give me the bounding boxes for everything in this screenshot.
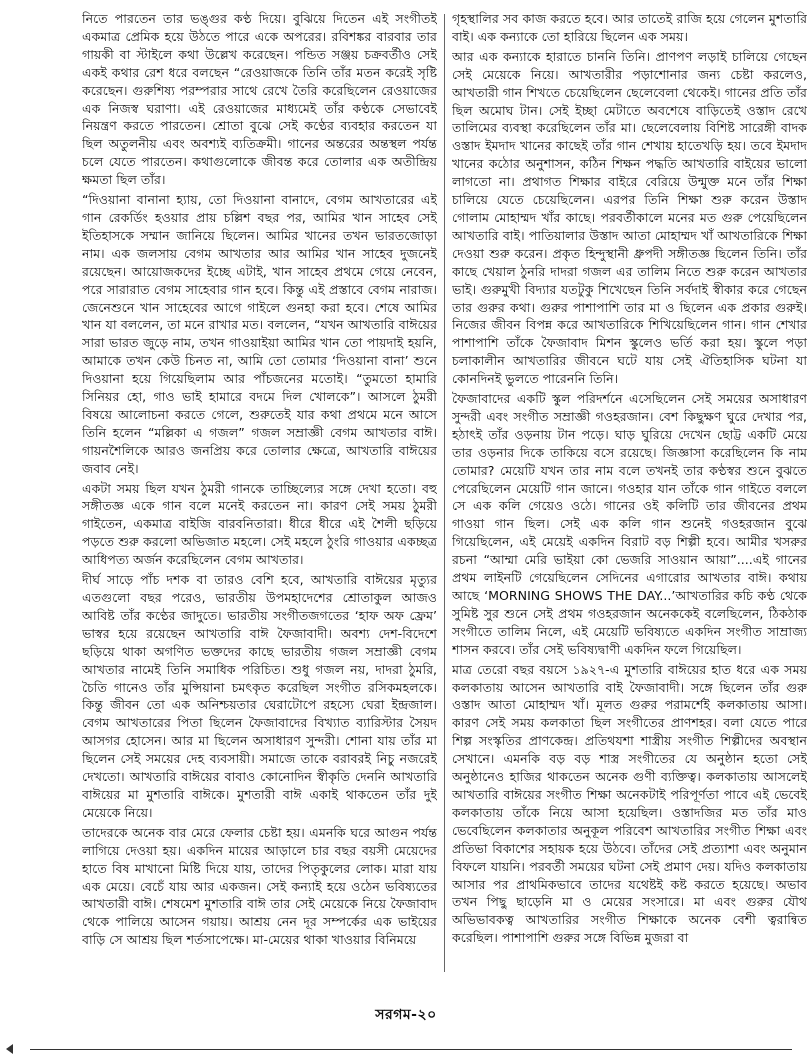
paragraph: মাত্র তেরো বছর বয়সে ১৯২৭-এ মুশতারি বাঈয়ের হাত ধরে এক সময় কলকাতায় আসেন আখতারি বাই ফৈজাবাদী। সঙ্গে ছিলেন তাঁর গুরু ওস্তাদ আতা মোহাম্মদ খাঁ। মূলত গুরুর পরামর্শেই কলকাতায় আসা। কারণ সেই সময় কলকাতা ছিল সংগীতের প্রাণশহর। বলা যেতে পারে শিল্প সংস্কৃতির প্রাণকেন্দ্র। প্রতিথযশা শাস্ত্রীয় সংগীত শিল্পীদের অবস্থান সেখানে। এমনকি বড় বড় শাস্ত্র সংগীতের যে অনুষ্ঠান হতো সেই অনুষ্ঠানেও হাজির থাকতেন অনেক গুণী ব্যক্তিত্ব। কলকাতায় আসলেই আখতারি বাঈয়ের সংগীত শিক্ষা অনেকটাই পরিপূর্ণতা পাবে এই ভেবেই কলকাতায় তাঁকে নিয়ে আসা হয়েছিল। ওস্তাদজির মত তাঁর মাও ভেবেছিলেন কলকাতার অনুকূল পরিবেশ আখতারির সংগীত শিক্ষা এবং প্রতিভা বিকাশের সহায়ক হয়ে উঠবে। তাঁদের সেই প্রত্যাশা এবং অনুমান বিফলে যায়নি। পরবর্তী সময়ের ঘটনা সেই প্রমাণ দেয়। যদিও কলকাতায় আসার পর প্রাথমিকভাবে তাদের যথেষ্টই কষ্ট করতে হয়েছে। অভাব তখন পিছু ছাড়েনি মা ও মেয়ের সংসারে। মা এবং গুরুর যৌথ অভিভাবকত্ব আখতারির সংগীত শিক্ষাকে অনেক বেশী ত্বরান্বিত করেছিল। পাশাপাশি গুরুর সঙ্গে বিভিন্ন মুজরা বা [452, 661, 807, 946]
crop-mark-icon [6, 1044, 13, 1054]
paragraph: ফৈজাবাদের একটি স্কুল পরিদর্শনে এসেছিলেন সেই সময়ের অসাধারণ সুন্দরী এবং সংগীত সম্রাজ্ঞী গওহরজান। বেশ কিছুক্ষণ ঘুরে দেখার পর, হঠাৎই তাঁর ওড়নায় টান পড়ে। ঘাড় ঘুরিয়ে দেখেন ছোট্ট একটি মেয়ে তার ওড়নার দিকে তাকিয়ে বসে রয়েছে। জিজ্ঞাসা করেছিলেন কি নাম তোমার? মেয়েটি যখন তার নাম বলে তখনই তার কণ্ঠস্বর শুনে বুঝতে পেরেছিলেন মেয়েটি গান জানে। গওহার যান তাঁকে গান গাইতে বললে সে এক কলি গেয়েও ওঠে। গানের ওই কলিটি তার জীবনের প্রথম গাওয়া গান ছিল। সেই এক কলি গান শুনেই গওহরজান বুঝে গিয়েছিলেন, এই মেয়েই একদিন বিরাট বড় শিল্পী হবে। আমীর খসরুর রচনা “আম্মা মেরি ভাইয়া কো ভেজরি সাওয়ান আয়া”....এই গানের প্রথম লাইনটি গেয়েছিলেন সেদিনের এগারোর আখতার বাঈ। কথায় আছে ‘MORNING SHOWS THE DAY...’আখতারির কচি কণ্ঠ থেকে সুমিষ্ট সুর শুনে সেই প্রথম গওহরজান অনেককেই বলেছিলেন, ঠিকঠাক সংগীতে তালিম নিলে, এই মেয়েটি ভবিষ্যতে একদিন সংগীত সাম্রাজ্য শাসন করবে। তাঁর সেই ভবিষ্যদ্বাণী একদিন ফলে গিয়েছিল। [452, 391, 807, 657]
right-text-column [452, 10, 807, 970]
paragraph: দীর্ঘ সাড়ে পাঁচ দশক বা তারও বেশি হবে, আখতারি বাঈয়ের মৃত্যুর এতগুলো বছর পরেও, ভারতীয় উপমহাদেশের শ্রোতাকুল আজও আবিষ্ট তাঁর কণ্ঠের জাদুতে। ভারতীয় সংগীতজগতের ‘হাফ অফ ফ্রেম’ ভাস্বর হয়ে রয়েছেন আখতারি বাঈ ফৈজাবাদী। অবশ্য দেশ-বিদেশে ছড়িয়ে থাকা অগণিত ভক্তদের কাছে ভারতীয় গজল সম্রাজ্ঞী বেগম আখতার নামেই তিনি সমাধিক পরিচিত। শুধু গজল নয়, দাদরা ঠুমরি, চৈতি গানেও তাঁর মুন্সিয়ানা চমৎকৃত করেছিল সংগীত রসিকমহলকে। কিন্তু জীবন তো এক অনিশ্চয়তার ঘেরাটোপে রহস্যে ঘেরা ইন্দ্রজাল। বেগম আখতারের পিতা ছিলেন ফৈজাবাদের বিখ্যাত ব্যারিস্টার সৈয়দ আসগর হোসেন। আর মা ছিলেন অসাধারণ সুন্দরী। শোনা যায় তাঁর মা ছিলেন সেই সময়ের দেহ ব্যবসায়ী। সমাজে তাকে বরাবরই নিচু নজরেই দেখতো। আখতারি বাঈয়ের বাবাও কোনোদিন স্বীকৃতি দেননি আখতারি বাঈয়ের মা মুশতারি বাঈকে। মুশতারী বাঈ একাই থাকতেন তাঁর দুই মেয়েকে নিয়ে। [82, 572, 437, 820]
page-footer-number: সরগম-২০ [375, 1007, 437, 1023]
paragraph: গৃহস্থালির সব কাজ করতে হবে। আর তাতেই রাজি হয়ে গেলেন মুশতারি বাই। এক কন্যাকে তো হারিয়ে ছিলেন এক সময়। [452, 11, 807, 44]
column-divider [444, 14, 445, 972]
bottom-rule [30, 1049, 792, 1050]
left-text-column [82, 10, 437, 970]
paragraph: আর এক কন্যাকে হারাতে চাননি তিনি। প্রাণপণ লড়াই চালিয়ে গেছেন সেই মেয়েকে নিয়ে। আখতারীর পড়াশোনার জন্য চেষ্টা করলেও, আখতারী গান শিখতে চেয়েছিলেন ছেলেবেলা থেকেই। গানের প্রতি তাঁর ছিল অমোঘ টান। সেই ইচ্ছা মেটাতে অবশেষে বাড়িতেই ওস্তাদ রেখে তালিমের ব্যবস্থা করেছিলেন তাঁর মা। ছেলেবেলায় বিশিষ্ট সারেঙ্গী বাদক ওস্তাদ ইমদাদ খানের কাছেই তাঁর গান শেখায় হাতেখড়ি হয়। তবে ইমদাদ খানের কঠোর অনুশাসন, কঠিন শিক্ষন পদ্ধতি আখতারি বাইয়ের ভালো লাগতো না। প্রথাগত শিক্ষার বাইরে বেরিয়ে উন্মুক্ত মনে তাঁর শিক্ষা চালিয়ে যেতে চেয়েছিলেন। এরপর তিনি শিক্ষা শুরু করেন উস্তাদ গোলাম মোহাম্মদ খাঁর কাছে। পরবর্তীকালে মনের মত গুরু পেয়েছিলেন আখতারি বাই। পাতিয়ালার উস্তাদ আতা মোহাম্মদ খাঁ আখতারিকে শিক্ষা দেওয়া শুরু করেন। প্রকৃত হিন্দুস্থানী ধ্রুপদী সঙ্গীতজ্ঞ ছিলেন তিনি। তাঁর কাছে খেয়াল ঠুনরি দাদরা গজল এর তালিম নিতে শুরু করেন আখতার ভাই। গুরুমুখী বিদ্যার যতটুকু শিখেছেন তিনি সর্বদাই স্বীকার করে গেছেন তার গুরুর কথা। গুরুর পাশাপাশি তার মা ও ছিলেন এক প্রকার গুরুই। নিজের জীবন বিপন্ন করে আখতারিকে শিখিয়েছিলেন গান। গান শেখার পাশাপাশি তাঁকে ফৈজাবাদ মিশন স্কুলেও ভর্তি করা হয়। স্কুলে পড়া চলাকালীন আখতারির জীবনে ঘটে যায় সেই ঐতিহাসিক ঘটনা যা কোনদিনই ভুলতে পারেননি তিনি। [452, 48, 807, 387]
paragraph: “দিওয়ানা বানানা হ্যায়, তো দিওয়ানা বানাদে, বেগম আখতারের এই গান রেকর্ডিং হওয়ার প্রায় চল্লিশ বছর পর, আমির খান সাহেব সেই ইতিহাসকে সম্মান জানিয়ে ছিলেন। আমির খানের তখন ভারতজোড়া নাম। এক জলসায় বেগম আখতার আর আমির খান সাহেব দুজনেই রয়েছেন। আয়োজকদের ইচ্ছে এটাই, খান সাহেব প্রথমে গেয়ে নেবেন, পরে সারারাত বেগম সাহেবার গান হবে। কিন্তু এই প্রস্তাবে বেগম নারাজ। জেনেশুনে খান সাহেবের আগে গাইলে গুনহা করা হবে। শেষে আমির খান যা বললেন, তা মনে রাখার মত। বললেন, “যখন আখতারি বাঈয়ের সারা ভারত জুড়ে নাম, তখন গাওয়াইয়া আমির খান তো পায়দাই হয়নি, আমাকে তখন কেউ চিনত না, আমি তো তোমার ‘দিওয়ানা বানা’ শুনে দিওয়ানা হয়ে গিয়েছিলাম আর পাঁচজনের মতোই। “তুমতো হামারি সিনিয়র হো, গাও ভাই হামারে বদমে দিল খোলকে”। আসলে ঠুমরী বিষয়ে আলোচনা করতে গেলে, শুরুতেই যার কথা প্রথমে মনে আসে তিনি হলেন “মল্লিকা এ গজল” গজল সম্রাজ্ঞী বেগম আখতার বাঈ। গায়নশৈলিকে আরও জনপ্রিয় করে তোলার ক্ষেত্রে, আখতারি বাঈয়ের জবাব নেই। [82, 192, 437, 476]
paragraph: নিতে পারতেন তার ভঙ্গুর কণ্ঠ দিয়ে। বুঝিয়ে দিতেন এই সংগীতই একমাত্র প্রেমিক হয়ে উঠতে পারে একে অপরের। রবিশঙ্কর বারবার তার গায়কী বা স্টাইলে কথা উল্লেখ করেছেন। পন্ডিত সঞ্জয় চক্রবর্তীও সেই একই কথার রেশ ধরে বলছেন “রেওয়াজকে তিনি তাঁর মতন করেই সৃষ্টি করেছেন। গুরুশিষ্য পরম্পরার সাথে রেখে তৈরি করেছিলেন রেওয়াজের এক নিজস্ব ঘরাণা। এই রেওয়াজের মাধ্যমেই তাঁর কণ্ঠকে সেভাবেই নিয়ন্ত্রণ করতে পারতেন। শ্রোতা বুঝে সেই কণ্ঠের ব্যবহার করতেন যা ছিল অতুলনীয় এবং অবশ্যই ব্যতিক্রমী। গানের অন্তরের অন্তস্থল পর্যন্ত চলে যেতে পারতেন। কথাগুলোকে জীবন্ত করে তোলার এক অতীন্দ্রিয় ক্ষমতা ছিল তাঁর। [82, 11, 437, 188]
paragraph: একটা সময় ছিল যখন ঠুমরী গানকে তাচ্ছিল্যের সঙ্গে দেখা হতো। বহু সঙ্গীতজ্ঞ একে গান বলে মনেই করতেন না। কারণ সেই সময় ঠুমরী গাইতেন, একমাত্র বাইজি বারবনিতারা। ধীরে ধীরে এই শৈলী ছড়িয়ে পড়তে শুরু করলো অভিজাত মহলে। সেই মহলে ঠুংরি গাওয়ার একচ্ছত্র আধিপত্য অর্জন করেছিলেন বেগম আখতার। [82, 480, 437, 568]
paragraph: তাদেরকে অনেক বার মেরে ফেলার চেষ্টা হয়। এমনকি ঘরে আগুন পর্যন্ত লাগিয়ে দেওয়া হয়। একদিন মায়ের আড়ালে চার বছর বয়সী মেয়েদের হাতে বিষ মাখানো মিষ্টি দিয়ে যায়, তাদের পিতৃকুলের লোক। মারা যায় এক মেয়ে। বেচেঁ যায় আর একজন। সেই কন্যাই হয়ে ওঠেন ভবিষ্যতের আখতারী বাঈ। শেষমেশ মুশতারি বাঈ তার সেই মেয়েকে নিয়ে ফৈজাবাদ থেকে পালিয়ে আসেন গয়ায়। আশ্রয় নেন দূর সম্পর্কের এক ভাইয়ের বাড়ি সে আশ্রয় ছিল শর্তসাপেক্ষে। মা-মেয়ের থাকা খাওয়ার বিনিময়ে [82, 824, 437, 948]
